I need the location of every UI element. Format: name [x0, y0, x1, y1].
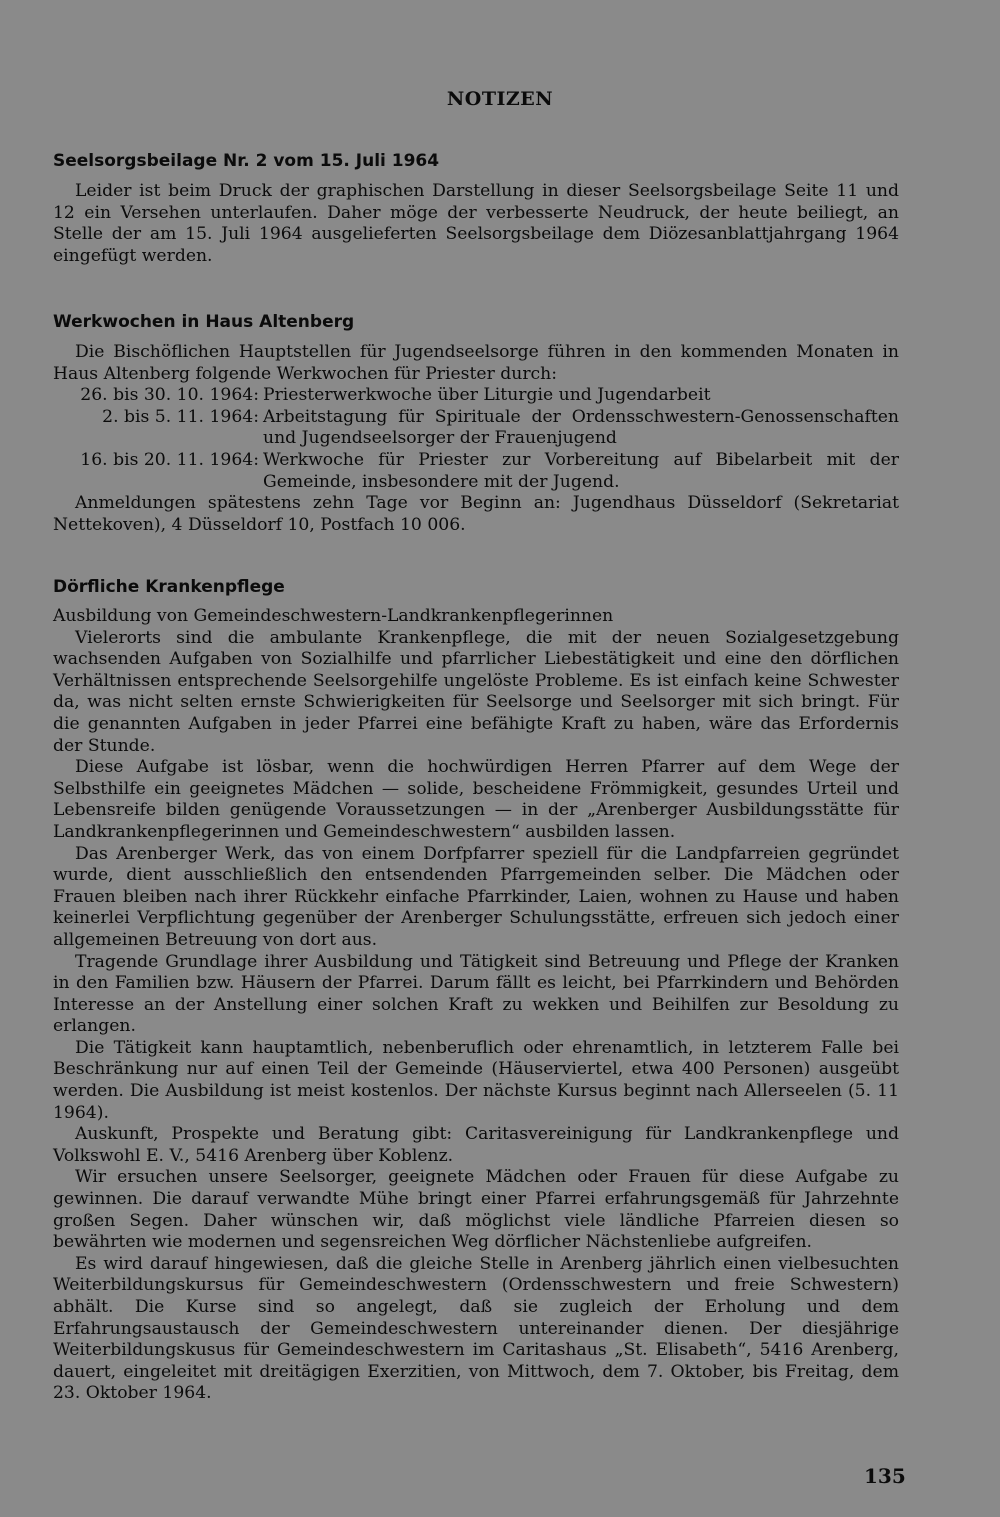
- date-label: 26. bis 30. 10. 1964:: [80, 385, 259, 406]
- section-body-krankenpflege: [53, 606, 899, 1405]
- date-label: 16. bis 20. 11. 1964:: [80, 449, 259, 470]
- paragraph-closing: Anmeldungen spätestens zehn Tage vor Beginn an: Jugendhaus Düsseldorf (Sekretariat Nettekoven), 4 Düsseldorf 10, Postfach 10 006.: [53, 493, 899, 535]
- date-description: Arbeitstagung für Spirituale der Ordensschwestern-Genossenschaften und Jugendseelsorger der Frauenjugend: [263, 406, 899, 449]
- date-description: Priesterwerkwoche über Liturgie und Jugendarbeit: [263, 385, 711, 406]
- paragraph: Das Arenberger Werk, das von einem Dorfpfarrer speziell für die Landpfarreien gegründet wurde, dient ausschließlich den entsendenden Pfarrgemeinden selber. Die Mädchen oder Frauen bleiben nach ihrer Rückkehr einfache Pfarrkinder, Laien, wohnen zu Hause und haben keinerlei Verpflichtung gegenüber der Arenberger Schulungsstätte, erfreuen sich jedoch einer allgemeinen Betreuung von dort aus.: [53, 843, 899, 950]
- paragraph: Leider ist beim Druck der graphischen Darstellung in dieser Seelsorgsbeilage Seite 11 und 12 ein Versehen unterlaufen. Daher möge der verbesserte Neudruck, der heute beiliegt, an Stelle der am 15. Juli 1964 ausgelieferten Seelsorgsbeilage dem Diözesanblattjahrgang 1964 eingefügt werden.: [53, 181, 899, 266]
- date-row: [53, 407, 899, 450]
- paragraph: Tragende Grundlage ihrer Ausbildung und Tätigkeit sind Betreuung und Pflege der Kranken in den Familien bzw. Häusern der Pfarrei. Darum fällt es leicht, bei Pfarrkindern und Behörden Interesse an der Anstellung einer solchen Kraft zu wekken und Beihilfen zur Besoldung zu erlangen.: [53, 951, 899, 1037]
- subheading: Ausbildung von Gemeindeschwestern-Landkrankenpflegerinnen: [53, 606, 614, 626]
- paragraph: Die Tätigkeit kann hauptamtlich, nebenberuflich oder ehrenamtlich, in letzterem Falle bei Beschränkung nur auf einen Teil der Gemeinde (Häuserviertel, etwa 400 Personen) ausgeübt werden. Die Ausbildung ist meist kostenlos. Der nächste Kursus beginnt nach Allerseelen (5. 11 1964).: [53, 1037, 899, 1123]
- page-title: NOTIZEN: [446, 88, 554, 110]
- paragraph: Es wird darauf hingewiesen, daß die gleiche Stelle in Arenberg jährlich einen vielbesuchten Weiterbildungskursus für Gemeindeschwestern (Ordensschwestern und freie Schwestern) abhält. Die Kurse sind so angelegt, daß sie zugleich der Erholung und dem Erfahrungsaustausch der Gemeindeschwestern untereinander dienen. Der diesjährige Weiterbildungskusus für Gemeindeschwestern im Caritashaus „St. Elisabeth“, 5416 Arenberg, dauert, eingeleitet mit dreitägigen Exerzitien, von Mittwoch, dem 7. Oktober, bis Freitag, dem 23. Oktober 1964.: [53, 1253, 899, 1404]
- date-row: [53, 450, 899, 493]
- section-heading-seelsorgsbeilage: Seelsorgsbeilage Nr. 2 vom 15. Juli 1964: [53, 151, 440, 171]
- paragraph: Diese Aufgabe ist lösbar, wenn die hochwürdigen Herren Pfarrer auf dem Wege der Selbsthilfe ein geeignetes Mädchen — solide, bescheidene Frömmigkeit, gesundes Urteil und Lebensreife bilden genügende Voraussetzungen — in der „Arenberger Ausbildungsstätte für Landkrankenpflegerinnen und Gemeindeschwestern“ ausbilden lassen.: [53, 757, 899, 842]
- section-body-werkwochen: [53, 342, 899, 536]
- section-body-seelsorgsbeilage: [53, 181, 899, 267]
- paragraph-intro: Die Bischöflichen Hauptstellen für Jugendseelsorge führen in den kommenden Monaten in Haus Altenberg folgende Werkwochen für Priester durch:: [53, 342, 899, 384]
- section-heading-werkwochen: Werkwochen in Haus Altenberg: [53, 312, 355, 332]
- paragraph: Wir ersuchen unsere Seelsorger, geeignete Mädchen oder Frauen für diese Aufgabe zu gewinnen. Die darauf verwandte Mühe bringt einer Pfarrei erfahrungsgemäß für Jahrzehnte großen Segen. Daher wünschen wir, daß möglichst viele ländliche Pfarreien diesen so bewährten wie modernen und segensreichen Weg dörflicher Nächstenliebe aufgreifen.: [53, 1167, 899, 1253]
- section-heading-krankenpflege: Dörfliche Krankenpflege: [53, 577, 285, 597]
- date-label: 2. bis 5. 11. 1964:: [102, 406, 259, 427]
- page-number: 135: [864, 1464, 906, 1488]
- date-list: [53, 385, 899, 493]
- paragraph: Auskunft, Prospekte und Beratung gibt: Caritasvereinigung für Landkrankenpflege und Volkswohl E. V., 5416 Arenberg über Koblenz.: [53, 1124, 899, 1166]
- paragraph: Vielerorts sind die ambulante Krankenpflege, die mit der neuen Sozialgesetzgebung wachsenden Aufgaben von Sozialhilfe und pfarrlicher Liebestätigkeit und eine den dörflichen Verhältnissen entsprechende Seelsorgehilfe ungelöste Probleme. Es ist einfach keine Schwester da, was nicht selten ernste Schwierigkeiten für Seelsorge und Seelsorger mit sich bringt. Für die genannten Aufgaben in jeder Pfarrei eine befähigte Kraft zu haben, wäre das Erfordernis der Stunde.: [53, 627, 899, 756]
- date-row: [53, 385, 899, 407]
- date-description: Werkwoche für Priester zur Vorbereitung auf Bibelarbeit mit der Gemeinde, insbesondere mit der Jugend.: [263, 449, 899, 492]
